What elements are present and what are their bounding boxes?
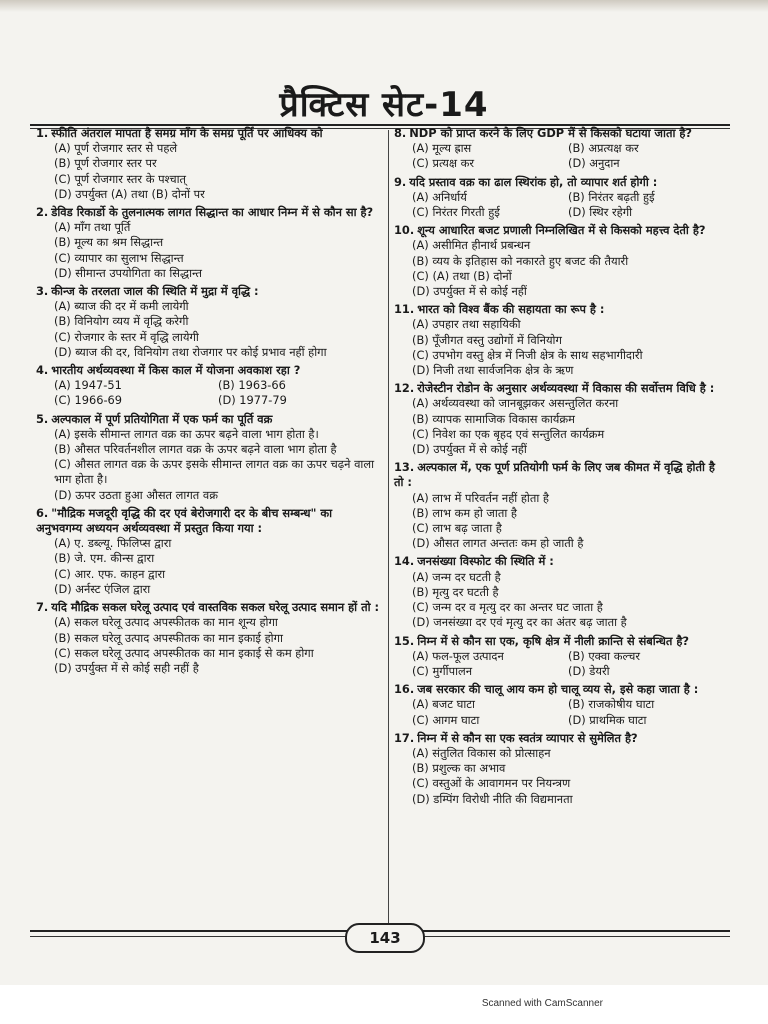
answer-option-row <box>394 190 724 205</box>
answer-option: (C) मुर्गीपालन <box>412 663 473 678</box>
answer-option-row <box>394 156 724 171</box>
scan-edge <box>0 0 768 12</box>
answer-option: (B) औसत परिवर्तनशील लागत वक्र के ऊपर बढ़ने वाला भाग होता है <box>54 442 337 457</box>
answer-option: (A) जन्म दर घटती है <box>412 569 501 584</box>
question-text <box>394 126 724 141</box>
question-item <box>394 460 724 551</box>
right-column <box>394 126 724 810</box>
answer-option: (D) अनुदान <box>568 156 620 171</box>
question-stem: जब सरकार की चालू आय कम हो चालू व्यय से, इसे कहा जाता है : <box>417 682 699 697</box>
question-number: 10. <box>394 223 415 238</box>
answer-option-row <box>394 713 724 728</box>
question-text <box>394 223 724 238</box>
answer-option: (C) लाभ बढ़ जाता है <box>412 521 502 536</box>
answer-option: (D) डम्पिंग विरोधी नीति की विद्यमानता <box>412 791 573 806</box>
answer-option: (A) बजट घाटा <box>412 697 475 712</box>
answer-option: (C) सकल घरेलू उत्पाद अपस्फीतक का मान इकाई से कम होगा <box>54 645 314 660</box>
question-stem: अल्पकाल में पूर्ण प्रतियोगिता में एक फर्म का पूर्ति वक्र <box>51 411 273 426</box>
answer-option-row <box>394 205 724 220</box>
answer-option: (B) लाभ कम हो जाता है <box>412 505 517 520</box>
question-stem: जनसंख्या विस्फोट की स्थिति में : <box>417 554 554 569</box>
question-stem: रोजेस्टीन रोडोन के अनुसार अर्थव्यवस्था में विकास की सर्वोत्तम विधि है : <box>417 381 715 396</box>
question-number: 13. <box>394 460 415 475</box>
answer-option: (C) प्रत्यक्ष कर <box>412 156 475 171</box>
answer-option-row <box>36 393 382 408</box>
answer-option: (B) व्यय के इतिहास को नकारते हुए बजट की तैयारी <box>412 253 629 268</box>
question-item <box>394 731 724 807</box>
question-stem: स्फीति अंतराल मापता है समग्र माँग के समग्र पूर्ति पर आधिक्य को <box>51 126 323 140</box>
answer-option: (B) राजकोषीय घाटा <box>568 697 655 712</box>
answer-option: (D) ब्याज की दर, विनियोग तथा रोजगार पर कोई प्रभाव नहीं होगा <box>54 344 327 359</box>
question-item <box>36 600 382 676</box>
answer-option: (D) उपर्युक्त में से कोई नहीं <box>412 284 527 299</box>
question-item <box>36 412 382 503</box>
answer-option: (B) पूर्ण रोजगार स्तर पर <box>54 156 157 171</box>
answer-option: (D) प्राथमिक घाटा <box>568 712 647 727</box>
answer-option: (C) निरंतर गिरती हुई <box>412 205 500 220</box>
question-stem: निम्न में से कौन सा एक, कृषि क्षेत्र में नीली क्रान्ति से संबन्धित है? <box>417 633 690 648</box>
question-number: 3. <box>36 284 49 299</box>
question-stem: अल्पकाल में, एक पूर्ण प्रतियोगी फर्म के लिए जब कीमत में वृद्धि होती है तो : <box>394 460 715 490</box>
question-stem: NDP को प्राप्त करने के लिए GDP में से किसको घटाया जाता है? <box>409 126 693 140</box>
answer-option: (D) जनसंख्या दर एवं मृत्यु दर का अंतर बढ़ जाता है <box>412 615 627 630</box>
question-stem: यदि प्रस्ताव वक्र का ढाल स्थिरांक हो, तो व्यापार शर्त होगी : <box>409 174 658 189</box>
question-stem: "मौद्रिक मजदूरी वृद्धि की दर एवं बेरोजगारी दर के बीच सम्बन्ध" का अनुभवगम्य अध्ययन अर्थव्यवस्था में प्रस्तुत किया गया : <box>36 505 333 536</box>
answer-option: (A) ब्याज की दर में कमी लायेगी <box>54 299 189 314</box>
answer-option: (B) सकल घरेलू उत्पाद अपस्फीतक का मान इकाई होगा <box>54 630 284 645</box>
answer-option: (B) निरंतर बढ़ती हुई <box>568 189 655 204</box>
question-text <box>394 302 724 317</box>
question-text <box>394 634 724 649</box>
answer-option: (C) पूर्ण रोजगार स्तर के पश्चात् <box>54 171 187 186</box>
answer-option: (B) जे. एम. कीन्स द्वारा <box>54 551 155 566</box>
answer-option: (C) व्यापार का सुलाभ सिद्धान्त <box>54 250 184 265</box>
answer-option-row <box>394 141 724 156</box>
answer-option: (D) ऊपर उठता हुआ औसत लागत वक्र <box>54 487 218 502</box>
answer-option: (B) प्रशुल्क का अभाव <box>412 761 506 776</box>
answer-option: (A) अर्थव्यवस्था को जानबूझकर असन्तुलित करना <box>412 396 619 411</box>
question-number: 11. <box>394 302 415 317</box>
answer-option-row <box>394 664 724 679</box>
question-number: 6. <box>36 505 49 520</box>
left-column <box>36 126 382 679</box>
question-stem: कीन्ज के तरलता जाल की स्थिति में मुद्रा में वृद्धि : <box>51 284 259 299</box>
question-item <box>394 682 724 728</box>
question-number: 14. <box>394 554 415 569</box>
answer-option: (C) निवेश का एक बृहद एवं सन्तुलित कार्यक्रम <box>412 426 605 441</box>
answer-option: (D) उपर्युक्त में से कोई सही नहीं है <box>54 660 199 675</box>
answer-option: (B) व्यापक सामाजिक विकास कार्यक्रम <box>412 411 575 426</box>
question-item <box>394 381 724 457</box>
question-item <box>36 284 382 360</box>
question-text <box>36 363 382 378</box>
question-stem: भारत को विश्व बैंक की सहायता का रूप है : <box>417 302 605 317</box>
question-text <box>394 554 724 569</box>
question-number: 15. <box>394 633 415 648</box>
answer-option: (D) डेयरी <box>568 663 610 678</box>
answer-option: (C) औसत लागत वक्र के ऊपर इसके सीमान्त लागत वक्र का ऊपर चढ़ने वाला भाग होता है। <box>54 457 375 487</box>
question-item <box>394 175 724 221</box>
scan-margin <box>0 985 768 1024</box>
answer-option: (B) विनियोग व्यय में वृद्धि करेगी <box>54 314 189 329</box>
answer-option: (A) पूर्ण रोजगार स्तर से पहले <box>54 141 178 156</box>
answer-option: (C) आर. एफ. काहन द्वारा <box>54 566 166 581</box>
question-text <box>36 126 382 141</box>
question-text <box>36 284 382 299</box>
answer-option: (B) अप्रत्यक्ष कर <box>568 141 639 156</box>
question-text <box>36 506 382 536</box>
column-divider <box>388 130 389 928</box>
question-item <box>36 363 382 409</box>
answer-option: (D) उपर्युक्त (A) तथा (B) दोनों पर <box>54 186 205 201</box>
question-number: 1. <box>36 126 49 140</box>
answer-option: (C) रोजगार के स्तर में वृद्धि लायेगी <box>54 329 199 344</box>
answer-option: (B) मूल्य का श्रम सिद्धान्त <box>54 235 164 250</box>
page-title: प्रैक्टिस सेट-14 <box>279 85 489 125</box>
answer-option: (A) अनिर्धार्य <box>412 189 467 204</box>
question-item <box>394 126 724 172</box>
question-item <box>394 634 724 680</box>
question-number: 12. <box>394 381 415 396</box>
question-item <box>394 302 724 378</box>
answer-option: (C) उपभोग वस्तु क्षेत्र में निजी क्षेत्र के साथ सहभागीदारी <box>412 347 643 362</box>
question-number: 17. <box>394 730 415 745</box>
answer-option: (A) इसके सीमान्त लागत वक्र का ऊपर बढ़ने वाला भाग होता है। <box>54 426 319 441</box>
answer-option: (D) निजी तथा सार्वजनिक क्षेत्र के ऋण <box>412 363 574 378</box>
answer-option-row <box>36 378 382 393</box>
question-text <box>36 205 382 220</box>
scanner-watermark: Scanned with CamScanner <box>481 998 603 1009</box>
question-item <box>394 223 724 299</box>
question-number: 9. <box>394 174 407 189</box>
answer-option: (A) माँग तथा पूर्ति <box>54 220 131 235</box>
answer-option: (A) लाभ में परिवर्तन नहीं होता है <box>412 490 549 505</box>
question-item <box>36 126 382 202</box>
question-text <box>36 600 382 615</box>
answer-option: (D) 1977-79 <box>218 393 287 408</box>
question-stem: यदि मौद्रिक सकल घरेलू उत्पाद एवं वास्तविक सकल घरेलू उत्पाद समान हों तो : <box>51 600 380 615</box>
answer-option: (C) (A) तथा (B) दोनों <box>412 268 512 283</box>
question-number: 8. <box>394 126 407 140</box>
question-stem: भारतीय अर्थव्यवस्था में किस काल में योजना अवकाश रहा ? <box>51 363 301 378</box>
answer-option-row <box>394 697 724 712</box>
question-item <box>394 554 724 630</box>
question-number: 5. <box>36 411 49 426</box>
answer-option: (D) स्थिर रहेगी <box>568 205 633 220</box>
answer-option: (C) आगम घाटा <box>412 712 480 727</box>
answer-option: (A) संतुलित विकास को प्रोत्साहन <box>412 745 551 760</box>
answer-option: (A) मूल्य ह्रास <box>412 141 472 156</box>
answer-option: (C) 1966-69 <box>54 393 123 408</box>
answer-option: (B) मृत्यु दर घटती है <box>412 584 499 599</box>
answer-option: (A) फल-फूल उत्पादन <box>412 648 504 663</box>
answer-option: (B) पूँजीगत वस्तु उद्योगों में विनियोग <box>412 332 562 347</box>
answer-option: (A) ए. डब्ल्यू. फिलिप्स द्वारा <box>54 536 172 551</box>
question-text <box>36 412 382 427</box>
answer-option-row <box>394 649 724 664</box>
question-text <box>394 731 724 746</box>
answer-option: (D) औसत लागत अन्ततः कम हो जाती है <box>412 536 584 551</box>
answer-option: (A) असीमित हीनार्थ प्रबन्धन <box>412 238 531 253</box>
question-text <box>394 381 724 396</box>
answer-option: (C) वस्तुओं के आवागमन पर नियन्त्रण <box>412 776 571 791</box>
question-text <box>394 682 724 697</box>
answer-option: (B) एक्वा कल्चर <box>568 648 641 663</box>
answer-option: (A) सकल घरेलू उत्पाद अपस्फीतक का मान शून्य होगा <box>54 615 278 630</box>
page-number: 143 <box>345 923 425 953</box>
answer-option: (D) अर्नस्ट एंजिल द्वारा <box>54 581 151 596</box>
answer-option: (D) सीमान्त उपयोगिता का सिद्धान्त <box>54 265 203 280</box>
question-text <box>394 460 724 490</box>
question-text <box>394 175 724 190</box>
question-number: 4. <box>36 363 49 378</box>
question-item <box>36 205 382 281</box>
answer-option: (A) उपहार तथा सहायिकी <box>412 317 521 332</box>
question-stem: डेविड रिकार्डो के तुलनात्मक लागत सिद्धान्त का आधार निम्न में से कौन सा है? <box>51 205 374 220</box>
answer-option: (A) 1947-51 <box>54 378 122 393</box>
question-item <box>36 506 382 597</box>
question-number: 16. <box>394 682 415 697</box>
question-stem: शून्य आधारित बजट प्रणाली निम्नलिखित में से किसको महत्त्व देती है? <box>417 223 706 238</box>
question-number: 2. <box>36 205 49 220</box>
question-stem: निम्न में से कौन सा एक स्वतंत्र व्यापार से सुमेलित है? <box>417 730 638 745</box>
answer-option: (B) 1963-66 <box>218 378 286 393</box>
answer-option: (C) जन्म दर व मृत्यु दर का अन्तर घट जाता है <box>412 600 603 615</box>
answer-option: (D) उपर्युक्त में से कोई नहीं <box>412 442 527 457</box>
question-number: 7. <box>36 600 49 615</box>
